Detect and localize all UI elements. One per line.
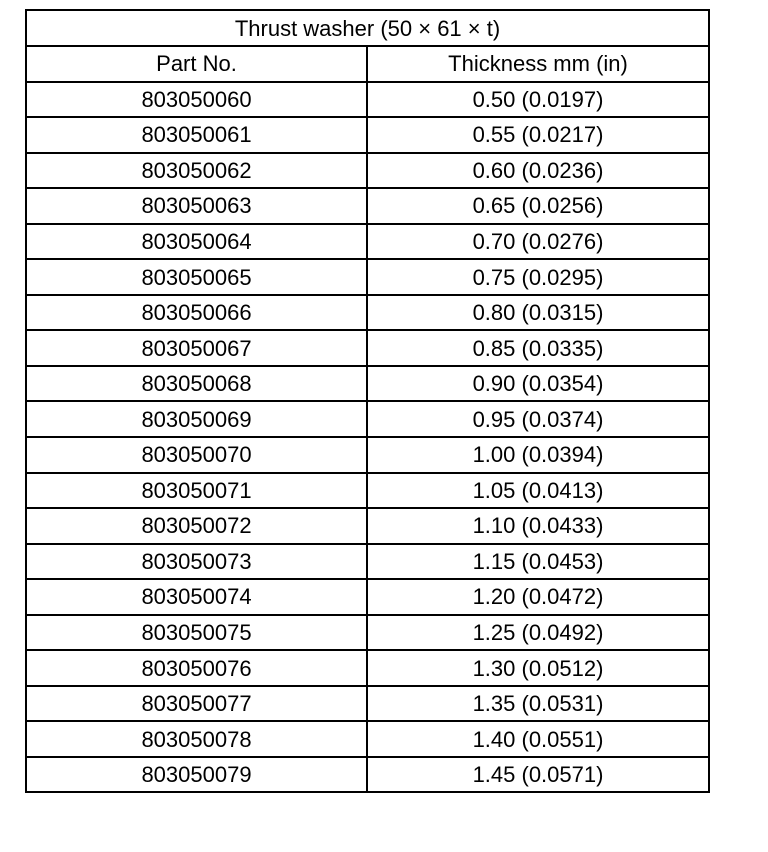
table-row xyxy=(26,508,709,544)
table-row xyxy=(26,366,709,402)
part-number-cell: 803050067 xyxy=(26,330,367,366)
thickness-cell: 0.65 (0.0256) xyxy=(367,188,709,224)
table-row xyxy=(26,188,709,224)
thickness-cell: 0.90 (0.0354) xyxy=(367,366,709,402)
thickness-cell: 1.20 (0.0472) xyxy=(367,579,709,615)
table-row xyxy=(26,757,709,793)
thrust-washer-table xyxy=(25,9,710,793)
table-row xyxy=(26,721,709,757)
thickness-cell: 0.75 (0.0295) xyxy=(367,259,709,295)
table-row xyxy=(26,295,709,331)
thickness-cell: 0.70 (0.0276) xyxy=(367,224,709,260)
part-number-cell: 803050071 xyxy=(26,473,367,509)
table-row xyxy=(26,82,709,118)
thickness-cell: 0.80 (0.0315) xyxy=(367,295,709,331)
table-row xyxy=(26,686,709,722)
table-title-row xyxy=(26,10,709,46)
thickness-cell: 1.35 (0.0531) xyxy=(367,686,709,722)
thickness-cell: 0.95 (0.0374) xyxy=(367,401,709,437)
table-row xyxy=(26,117,709,153)
part-number-cell: 803050073 xyxy=(26,544,367,580)
thickness-cell: 1.25 (0.0492) xyxy=(367,615,709,651)
thickness-cell: 1.05 (0.0413) xyxy=(367,473,709,509)
table-header-row xyxy=(26,46,709,82)
table-row xyxy=(26,259,709,295)
thickness-cell: 1.10 (0.0433) xyxy=(367,508,709,544)
table-row xyxy=(26,437,709,473)
thickness-cell: 1.00 (0.0394) xyxy=(367,437,709,473)
part-number-cell: 803050061 xyxy=(26,117,367,153)
column-header-part-no: Part No. xyxy=(26,46,367,82)
part-number-cell: 803050068 xyxy=(26,366,367,402)
part-number-cell: 803050063 xyxy=(26,188,367,224)
thickness-cell: 0.85 (0.0335) xyxy=(367,330,709,366)
part-number-cell: 803050076 xyxy=(26,650,367,686)
part-number-cell: 803050069 xyxy=(26,401,367,437)
part-number-cell: 803050064 xyxy=(26,224,367,260)
table-row xyxy=(26,473,709,509)
table-row xyxy=(26,330,709,366)
part-number-cell: 803050070 xyxy=(26,437,367,473)
thickness-cell: 1.30 (0.0512) xyxy=(367,650,709,686)
part-number-cell: 803050075 xyxy=(26,615,367,651)
part-number-cell: 803050066 xyxy=(26,295,367,331)
thickness-cell: 0.50 (0.0197) xyxy=(367,82,709,118)
thickness-cell: 1.45 (0.0571) xyxy=(367,757,709,793)
table-row xyxy=(26,401,709,437)
table-row xyxy=(26,615,709,651)
thickness-cell: 1.15 (0.0453) xyxy=(367,544,709,580)
thickness-cell: 0.55 (0.0217) xyxy=(367,117,709,153)
table-row xyxy=(26,579,709,615)
table-row xyxy=(26,650,709,686)
part-number-cell: 803050065 xyxy=(26,259,367,295)
table-row xyxy=(26,153,709,189)
table-row xyxy=(26,224,709,260)
table-row xyxy=(26,544,709,580)
part-number-cell: 803050060 xyxy=(26,82,367,118)
column-header-thickness: Thickness mm (in) xyxy=(367,46,709,82)
part-number-cell: 803050062 xyxy=(26,153,367,189)
table-title: Thrust washer (50 × 61 × t) xyxy=(26,10,709,46)
part-number-cell: 803050079 xyxy=(26,757,367,793)
table-body xyxy=(26,82,709,793)
thickness-cell: 1.40 (0.0551) xyxy=(367,721,709,757)
part-number-cell: 803050074 xyxy=(26,579,367,615)
part-number-cell: 803050072 xyxy=(26,508,367,544)
part-number-cell: 803050077 xyxy=(26,686,367,722)
part-number-cell: 803050078 xyxy=(26,721,367,757)
thickness-cell: 0.60 (0.0236) xyxy=(367,153,709,189)
